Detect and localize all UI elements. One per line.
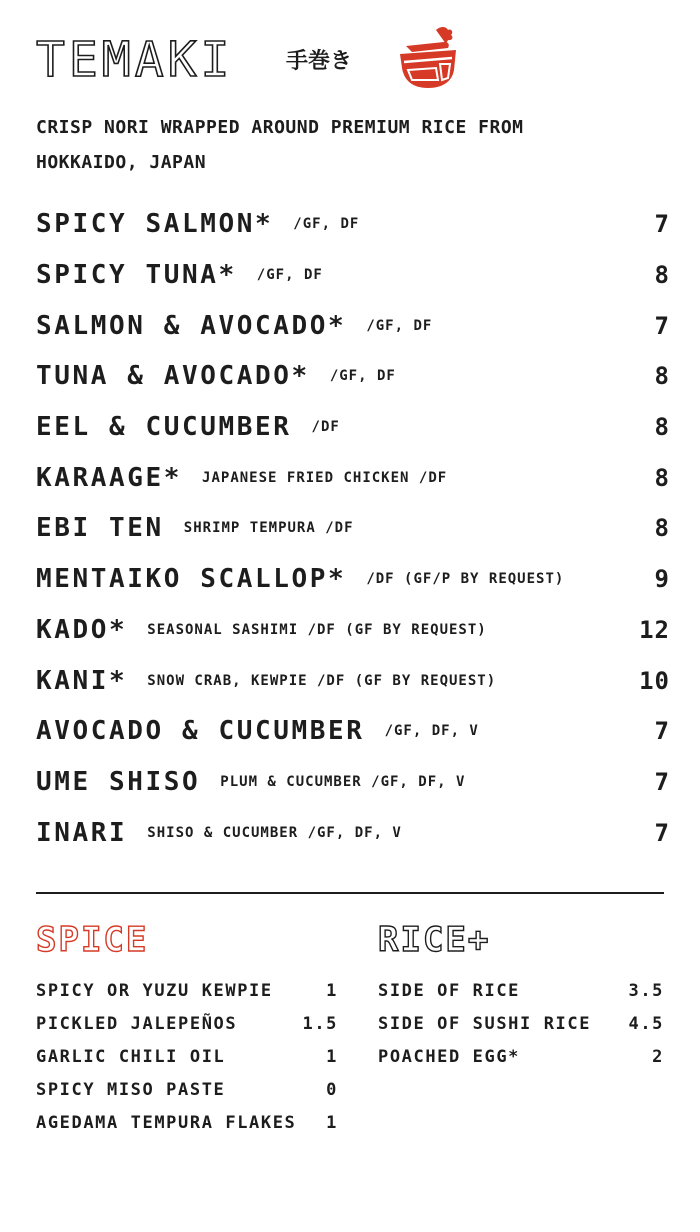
rice-item-name: SIDE OF RICE [378, 980, 521, 1001]
menu-item-price: 8 [654, 463, 670, 492]
menu-item-price: 7 [654, 311, 670, 340]
rice-row [378, 974, 664, 1007]
rice-title: RICE+ [378, 920, 491, 960]
spice-item-name: SPICY MISO PASTE [36, 1079, 226, 1100]
spice-list [36, 974, 338, 1139]
menu-item-price: 7 [654, 717, 670, 746]
menu-item-note: JAPANESE FRIED CHICKEN /DF [202, 469, 448, 486]
spice-item-price: 1 [326, 1112, 338, 1133]
page-title: TEMAKI [36, 32, 234, 88]
spice-item-price: 1 [326, 1046, 338, 1067]
menu-item-note: PLUM & CUCUMBER /GF, DF, V [220, 773, 466, 790]
menu-item-note: /GF, DF, V [384, 723, 479, 740]
menu-item-note: /GF, DF [293, 216, 360, 233]
menu-item-note: /GF, DF [256, 267, 323, 284]
spice-row [36, 1040, 338, 1073]
menu-item [36, 503, 670, 554]
section-divider [36, 892, 664, 894]
menu-item [36, 757, 670, 808]
rice-list [378, 974, 664, 1073]
menu-item-price: 8 [654, 362, 670, 391]
menu-item-name: SALMON & AVOCADO* [36, 310, 347, 341]
menu-item [36, 554, 670, 605]
spice-row [36, 1106, 338, 1139]
menu-item-name: KANI* [36, 665, 128, 696]
spice-row [36, 1073, 338, 1106]
spice-item-name: PICKLED JALEPEÑOS [36, 1013, 238, 1034]
rice-item-price: 3.5 [628, 980, 664, 1001]
spice-item-price: 1.5 [302, 1013, 338, 1034]
menu-item [36, 605, 670, 656]
menu-item-name: TUNA & AVOCADO* [36, 361, 310, 392]
rice-item-name: SIDE OF SUSHI RICE [378, 1013, 592, 1034]
menu-item-name: KARAAGE* [36, 462, 183, 493]
menu-item-price: 12 [639, 615, 670, 644]
menu-item [36, 199, 670, 250]
menu-item-note: /GF, DF [366, 317, 433, 334]
spice-section [36, 920, 338, 1139]
spice-row [36, 1007, 338, 1040]
menu-item-note: SHISO & CUCUMBER /GF, DF, V [147, 824, 402, 841]
menu-item-price: 7 [654, 818, 670, 847]
menu-item-name: MENTAIKO SCALLOP* [36, 564, 347, 595]
menu-description: CRISP NORI WRAPPED AROUND PREMIUM RICE FROM HOKKAIDO, JAPAN [36, 117, 524, 173]
menu-item [36, 300, 670, 351]
menu-item-name: KADO* [36, 614, 128, 645]
spice-title: SPICE [36, 920, 149, 960]
spice-row [36, 974, 338, 1007]
menu-item [36, 706, 670, 757]
rice-row [378, 1040, 664, 1073]
temaki-basket-icon [396, 24, 464, 92]
rice-item-name: POACHED EGG* [378, 1046, 521, 1067]
menu-item-note: SEASONAL SASHIMI /DF (GF BY REQUEST) [147, 621, 487, 638]
spice-item-price: 0 [326, 1079, 338, 1100]
spice-item-name: SPICY OR YUZU KEWPIE [36, 980, 273, 1001]
spice-item-name: GARLIC CHILI OIL [36, 1046, 226, 1067]
menu-item-name: EBI TEN [36, 513, 164, 544]
menu-header [36, 28, 676, 98]
spice-item-price: 1 [326, 980, 338, 1001]
menu-item-note: /DF [311, 419, 340, 436]
menu-item-name: SPICY TUNA* [36, 260, 237, 291]
menu-item-price: 8 [654, 413, 670, 442]
menu-item-price: 9 [654, 565, 670, 594]
menu-item-note: /GF, DF [329, 368, 396, 385]
menu-item-note: SHRIMP TEMPURA /DF [183, 520, 354, 537]
menu-item-name: SPICY SALMON* [36, 209, 274, 240]
menu-item-note: SNOW CRAB, KEWPIE /DF (GF BY REQUEST) [147, 672, 497, 689]
menu-item [36, 402, 670, 453]
menu-item-name: INARI [36, 817, 128, 848]
menu-item-note: /DF (GF/P BY REQUEST) [366, 571, 565, 588]
menu-item-price: 7 [654, 210, 670, 239]
menu-item-name: UME SHISO [36, 766, 201, 797]
rice-row [378, 1007, 664, 1040]
menu-item [36, 250, 670, 301]
menu-item-price: 10 [639, 666, 670, 695]
japanese-title: 手巻き [286, 49, 353, 74]
spice-item-name: AGEDAMA TEMPURA FLAKES [36, 1112, 297, 1133]
menu-item [36, 807, 670, 858]
rice-item-price: 2 [652, 1046, 664, 1067]
rice-section [378, 920, 664, 1073]
menu-item [36, 452, 670, 503]
temaki-menu-list [36, 199, 670, 858]
menu-item-name: AVOCADO & CUCUMBER [36, 716, 365, 747]
menu-item-name: EEL & CUCUMBER [36, 412, 292, 443]
menu-item-price: 7 [654, 767, 670, 796]
menu-item [36, 655, 670, 706]
rice-item-price: 4.5 [628, 1013, 664, 1034]
menu-item-price: 8 [654, 514, 670, 543]
menu-item [36, 351, 670, 402]
menu-item-price: 8 [654, 261, 670, 290]
